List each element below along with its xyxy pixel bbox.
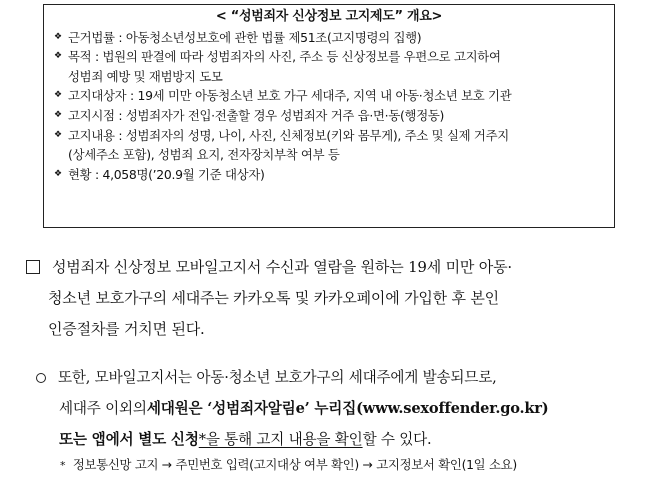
square-bullet-icon: [26, 260, 40, 274]
paragraph-line: [22, 252, 634, 283]
list-item: [54, 106, 604, 126]
diamond-bullet-icon: ❖: [54, 31, 62, 42]
list-item-continuation: 성범죄 예방 및 재범방지 도모: [68, 68, 223, 84]
diamond-bullet-icon: ❖: [54, 109, 62, 120]
diamond-bullet-icon: ❖: [54, 90, 62, 101]
emphasized-text: 세대원은 ‘성범죄자알림e’ 누리집(www.sexoffender.go.kr): [146, 400, 549, 417]
diamond-bullet-icon: ❖: [54, 51, 62, 62]
paragraph-text: 인증절차를 거치면 된다.: [48, 320, 205, 338]
paragraph-text: 또한, 모바일고지서는 아동·청소년 보호가구의 세대주에게 발송되므로,: [58, 369, 497, 386]
list-item: [54, 165, 604, 185]
paragraph-text: 성범죄자 신상정보 모바일고지서 수신과 열람을 원하는 19세 미만 아동·: [52, 258, 512, 276]
list-item-text: 목적 : 법원의 판결에 따라 성범죄자의 사진, 주소 등 신상정보를 우편으로 고지하여: [68, 49, 501, 65]
paragraph-line: [22, 424, 634, 455]
paragraph-line: [22, 314, 634, 345]
summary-box: [43, 4, 615, 228]
sub-paragraph: [22, 362, 634, 455]
emphasized-text: 또는 앱에서 별도 신청: [59, 431, 199, 448]
list-item: [54, 47, 604, 67]
paragraph-text: 할 수 있다.: [362, 431, 432, 448]
main-paragraph: [22, 252, 634, 345]
summary-box-title: < “성범죄자 신상정보 고지제도” 개요>: [215, 9, 443, 24]
list-item-text: 고지시점 : 성범죄자가 전입·전출할 경우 성범죄자 거주 읍·면·동(행정동): [68, 107, 445, 123]
list-item-continuation: (상세주소 포함), 성범죄 요지, 전자장치부착 여부 등: [68, 147, 340, 163]
paragraph-line: [22, 362, 634, 393]
diamond-bullet-icon: ❖: [54, 168, 62, 179]
paragraph-text: 세대주 이외의: [59, 400, 147, 417]
list-item: [54, 126, 604, 146]
list-item-text: 고지내용 : 성범죄자의 성명, 나이, 사진, 신체정보(키와 몸무게), 주소 및 실제 거주지: [68, 127, 509, 143]
list-item: [54, 28, 604, 48]
paragraph-text: 청소년 보호가구의 세대주는 카카오톡 및 카카오페이에 가입한 후 본인: [48, 289, 499, 307]
footnote-marker: *: [60, 459, 66, 472]
paragraph-line: [22, 283, 634, 314]
footnote-text: 정보통신망 고지 → 주민번호 입력(고지대상 여부 확인) → 고지정보서 확인(1일 소요): [72, 457, 517, 472]
list-item-text: 근거법률 : 아동청소년성보호에 관한 법률 제51조(고지명령의 집행): [68, 29, 422, 45]
diamond-bullet-icon: ❖: [54, 129, 62, 140]
list-item: [54, 86, 604, 106]
underlined-text: *을 통해 고지 내용을 확인: [198, 431, 363, 448]
list-item-text: 현황 : 4,058명(’20.9월 기준 대상자): [68, 166, 265, 182]
paragraph-line: [22, 393, 634, 424]
circle-bullet-icon: [36, 373, 46, 383]
list-item-text: 고지대상자 : 19세 미만 아동청소년 보호 가구 세대주, 지역 내 아동·청소년 보호 기관: [68, 88, 512, 104]
footnote: [60, 455, 517, 473]
